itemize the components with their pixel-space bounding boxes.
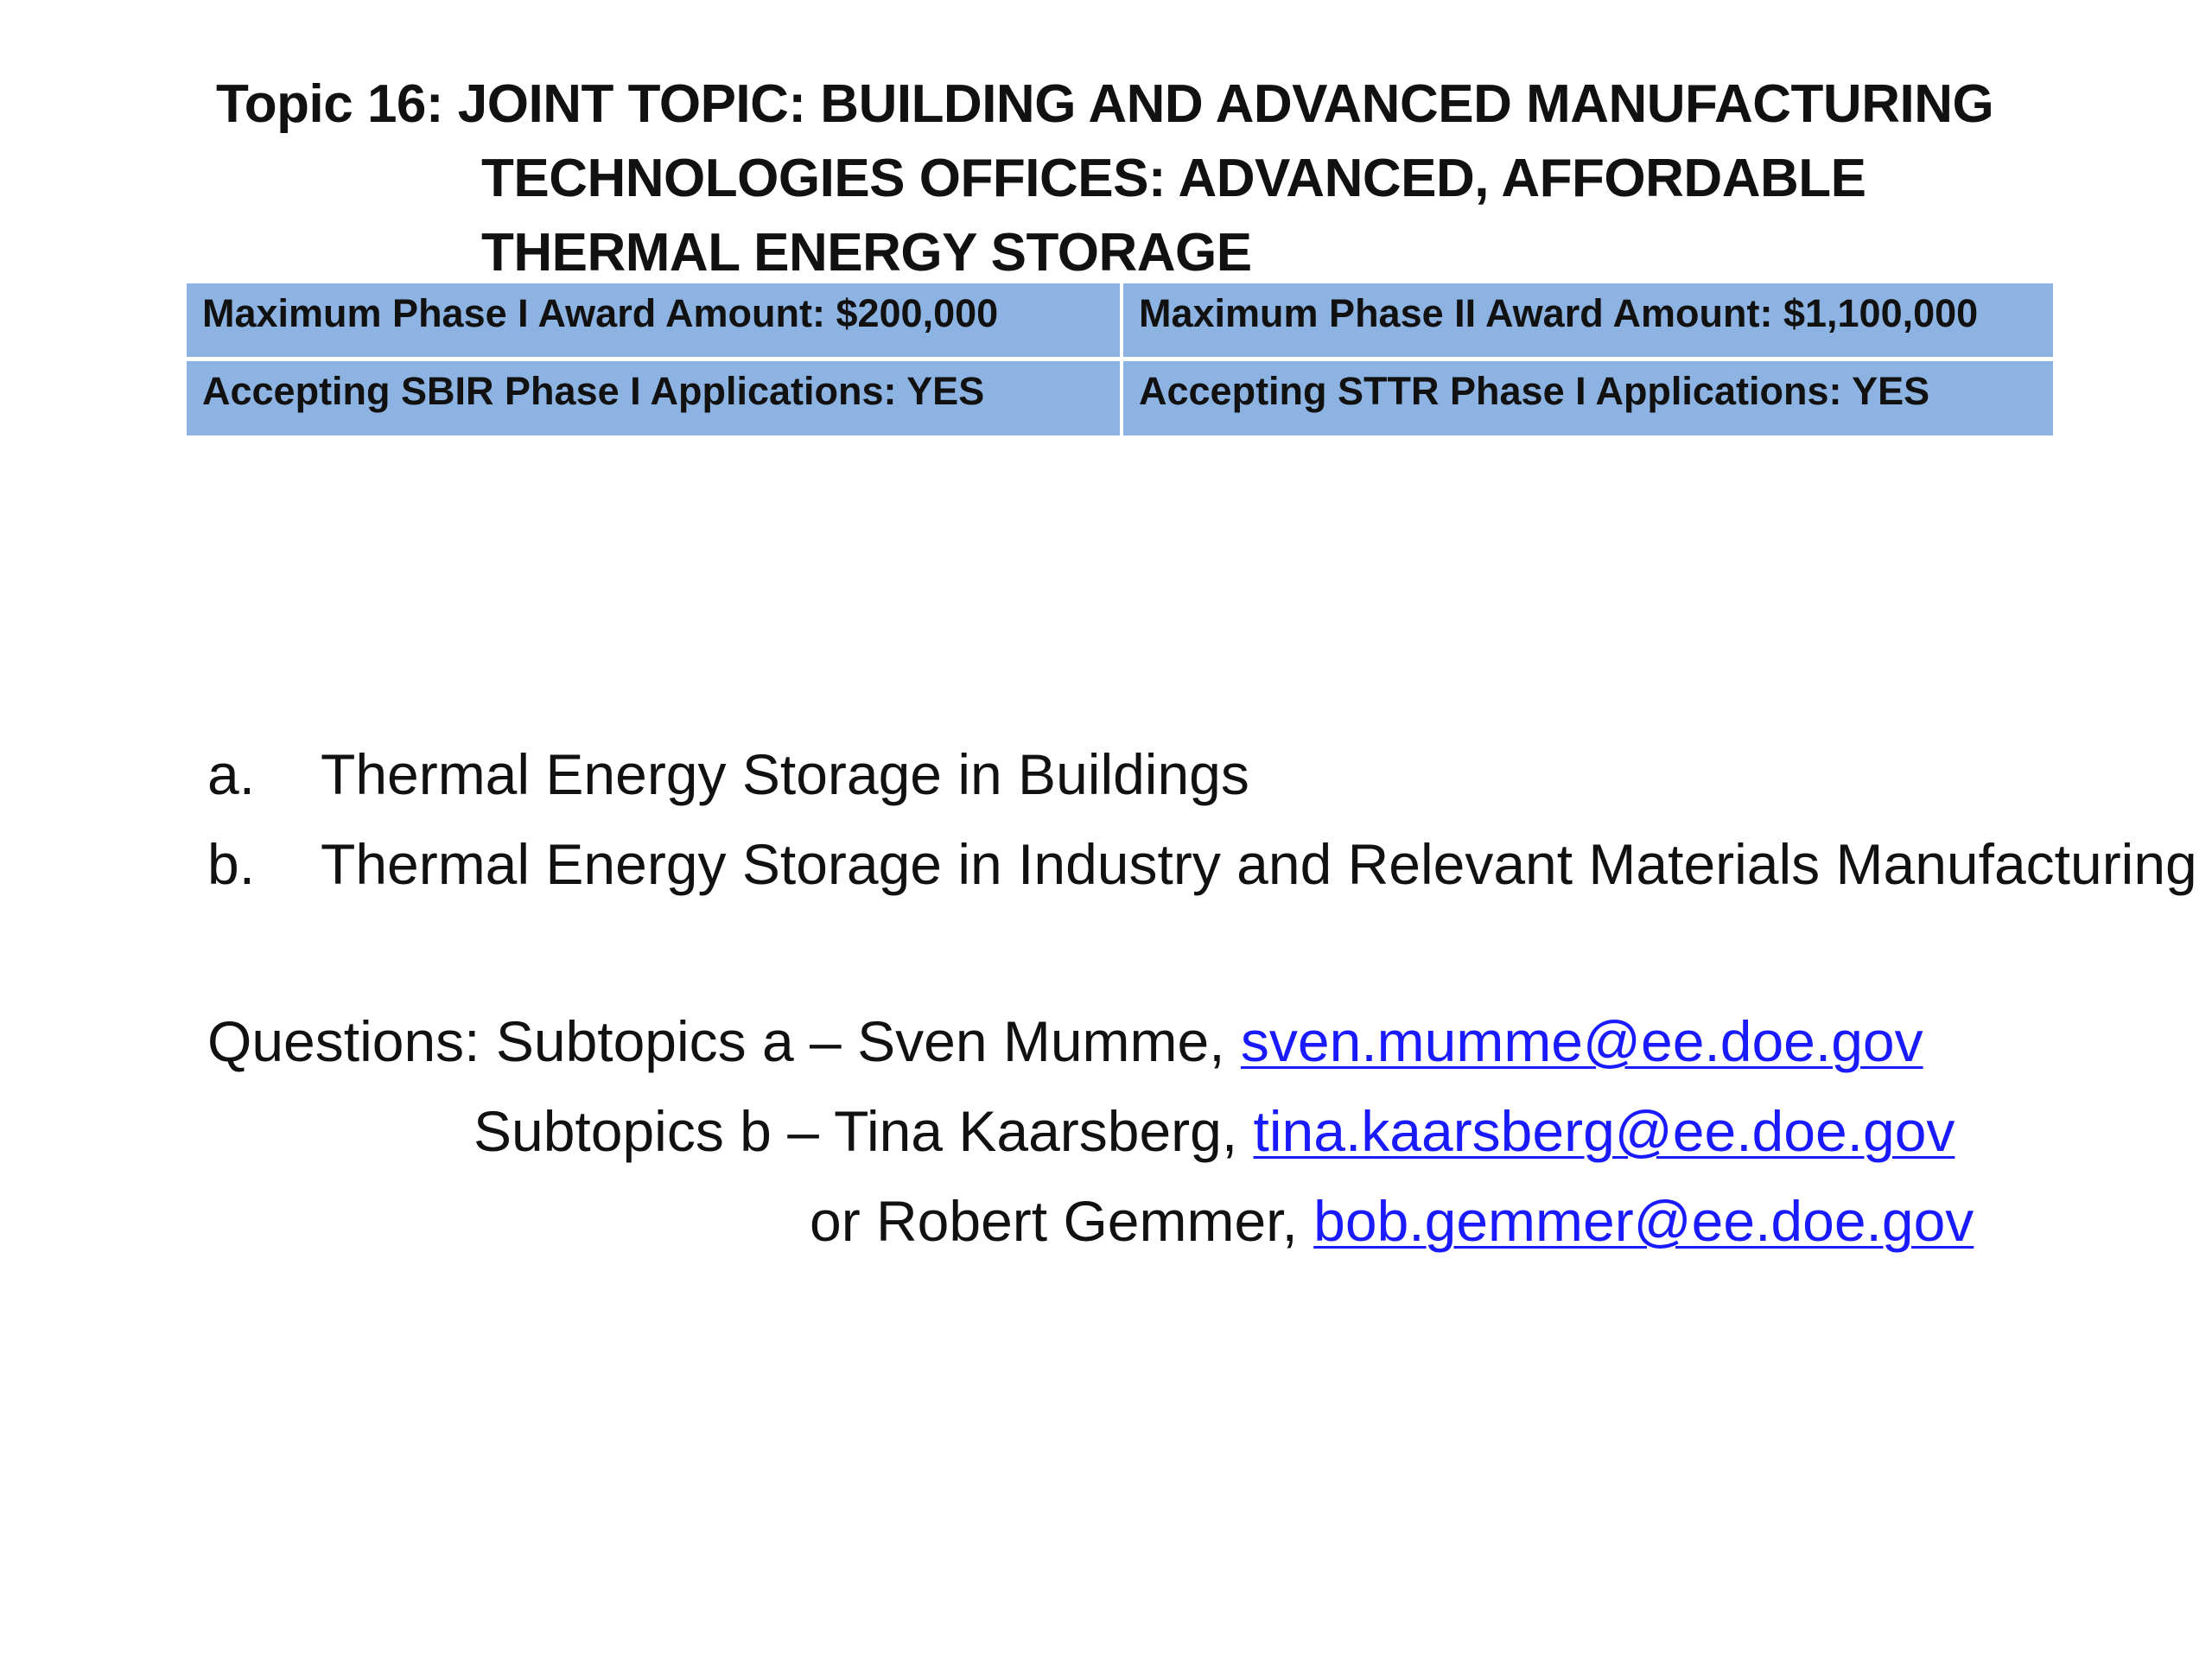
email-link-sven-mumme[interactable]: sven.mumme@ee.doe.gov (1240, 1009, 1923, 1073)
subtopic-text: Thermal Energy Storage in Buildings (321, 742, 1249, 806)
sbir-phase-1-accepting: Accepting SBIR Phase I Applications: YES (187, 361, 1123, 435)
subtopic-letter: b. (207, 832, 256, 896)
questions-line-subtopic-a (207, 996, 1974, 1086)
contact-label: Questions: Subtopics a – Sven Mumme, (207, 1009, 1241, 1073)
title-line-1: Topic 16: JOINT TOPIC: BUILDING AND ADVANCED MANUFACTURING (216, 74, 1994, 134)
contact-label: or Robert Gemmer, (810, 1189, 1314, 1253)
contact-label: Subtopics b – Tina Kaarsberg, (474, 1099, 1254, 1163)
subtopic-item-a (207, 729, 2197, 819)
email-link-tina-kaarsberg[interactable]: tina.kaarsberg@ee.doe.gov (1253, 1099, 1955, 1163)
award-info-table (187, 283, 2053, 435)
title-line-3: THERMAL ENERGY STORAGE (481, 223, 1252, 283)
subtopic-text: Thermal Energy Storage in Industry and Relevant Materials Manufacturing (321, 832, 2197, 896)
award-amount-row (187, 283, 2053, 361)
title-line-2: TECHNOLOGIES OFFICES: ADVANCED, AFFORDABLE (481, 149, 1866, 208)
questions-contacts (207, 996, 1974, 1266)
phase-2-award-amount: Maximum Phase II Award Amount: $1,100,000 (1123, 283, 2053, 361)
questions-line-alternate-contact (207, 1176, 1974, 1266)
subtopic-letter: a. (207, 742, 256, 806)
subtopic-list (207, 729, 2197, 909)
email-link-robert-gemmer[interactable]: bob.gemmer@ee.doe.gov (1313, 1189, 1974, 1253)
subtopic-item-b (207, 819, 2197, 909)
topic-title (216, 67, 2074, 290)
sttr-phase-1-accepting: Accepting STTR Phase I Applications: YES (1123, 361, 2053, 435)
phase-1-award-amount: Maximum Phase I Award Amount: $200,000 (187, 283, 1123, 361)
questions-line-subtopic-b (207, 1086, 1974, 1176)
accepting-applications-row (187, 361, 2053, 435)
